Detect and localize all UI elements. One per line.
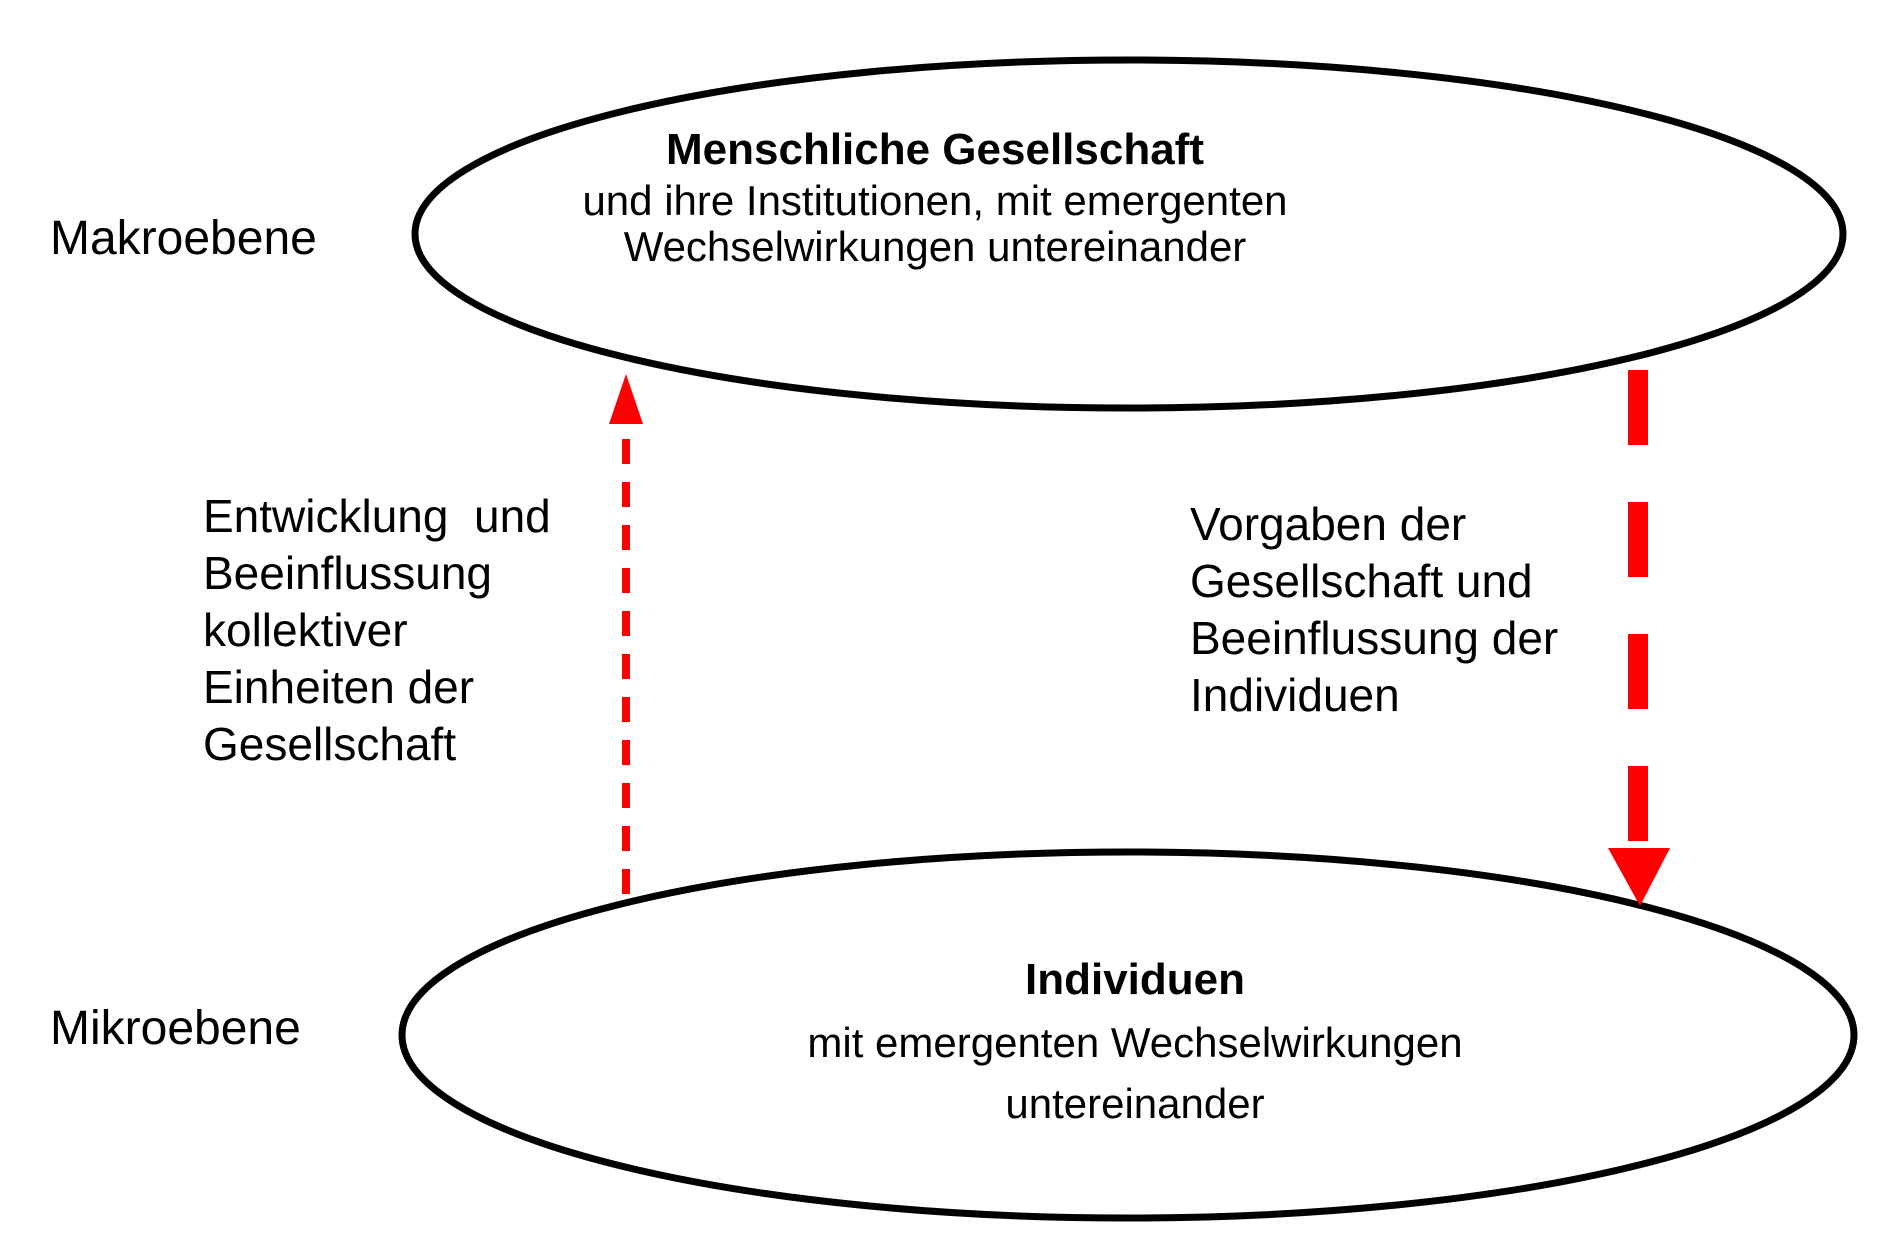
macro-ellipse-text <box>485 122 1385 270</box>
down-arrow-annotation <box>1190 496 1670 724</box>
annotation-line: Vorgaben der <box>1190 498 1467 550</box>
macro-ellipse-title: Menschliche Gesellschaft <box>666 125 1204 174</box>
annotation-line: Individuen <box>1190 669 1400 721</box>
up-arrow-annotation <box>203 488 683 773</box>
up-arrow-head-icon <box>609 374 643 424</box>
micro-ellipse-title: Individuen <box>1025 955 1245 1004</box>
annotation-line: Entwicklung und <box>203 490 551 542</box>
macro-ellipse-subtitle-line: Wechselwirkungen untereinander <box>623 223 1247 270</box>
macro-ellipse-subtitle-line: und ihre Institutionen, mit emergenten <box>582 177 1288 224</box>
annotation-line: Gesellschaft und <box>1190 555 1533 607</box>
micro-level-label: Mikroebene <box>50 1002 301 1055</box>
annotation-line: Beeinflussung der <box>1190 612 1559 664</box>
micro-ellipse-text <box>685 948 1585 1134</box>
annotation-line: Beeinflussung <box>203 547 492 599</box>
macro-level-label: Makroebene <box>50 212 317 265</box>
annotation-line: Gesellschaft <box>203 718 457 770</box>
micro-ellipse-subtitle-line: untereinander <box>1005 1080 1265 1127</box>
annotation-line: Einheiten der <box>203 661 475 713</box>
micro-ellipse-subtitle-line: mit emergenten Wechselwirkungen <box>807 1019 1463 1066</box>
annotation-line: kollektiver <box>203 604 408 656</box>
